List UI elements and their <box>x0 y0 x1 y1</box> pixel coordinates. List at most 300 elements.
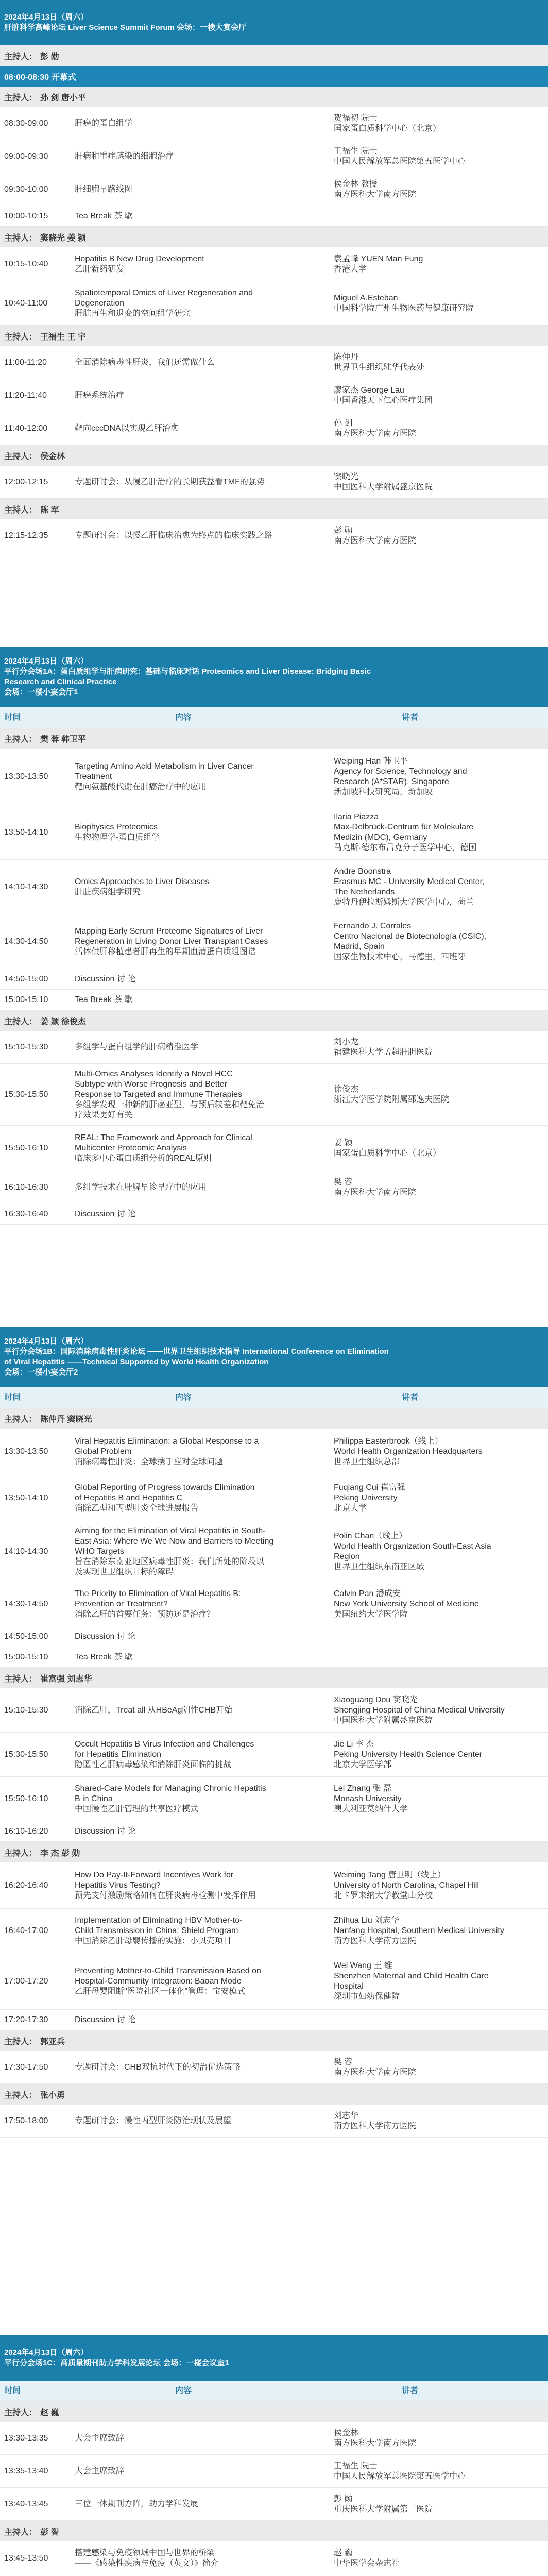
speaker-line: 孙 剑 <box>334 418 353 428</box>
topic-line: 活体供肝移植患者肝再生的早期血清蛋白质组图谱 <box>75 947 256 956</box>
session-time: 08:30-09:00 <box>4 118 48 128</box>
speaker-line: World Health Organization Headquarters <box>334 1447 483 1456</box>
speaker-line: Region <box>334 1552 360 1561</box>
session-time: 14:10-14:30 <box>4 1547 48 1556</box>
moderator-label: 主持人： <box>4 2528 38 2537</box>
section-header <box>0 2335 548 2381</box>
speaker-line: 樊 蓉 <box>334 2057 353 2066</box>
speaker-line: 廖家杰 George Lau <box>334 385 404 395</box>
topic-line: 肝脏疾病组学研究 <box>75 887 141 896</box>
session-time: 14:10-14:30 <box>4 882 48 891</box>
speaker-line: 深圳市妇幼保健院 <box>334 1992 400 2001</box>
topic-line: 多组学发现一种新的肝癌亚型，与预后较差和靶免治 <box>75 1100 265 1109</box>
topic-line: ——《感染性疾病与免疫（英文）》简介 <box>75 2558 219 2568</box>
speaker-line: 美国纽约大学医学院 <box>334 1609 408 1619</box>
column-header <box>0 2381 548 2401</box>
session-time: 14:50-15:00 <box>4 1632 48 1641</box>
session-topic <box>75 412 327 445</box>
speaker-line: Erasmus MC - University Medical Center, <box>334 877 485 886</box>
session-speaker <box>334 1821 545 1841</box>
session-topic <box>75 1582 327 1626</box>
topic-line: REAL: The Framework and Approach for Clinical <box>75 1133 252 1142</box>
topic-line: Preventing Mother-to-Child Transmission Based on <box>75 1966 261 1975</box>
session-speaker <box>334 1862 545 1908</box>
session-speaker <box>334 1031 545 1063</box>
column-header-topic: 内容 <box>175 1393 192 1402</box>
column-header <box>0 1387 548 1408</box>
moderator-row <box>0 445 548 466</box>
session-speaker <box>334 140 545 173</box>
topic-line: 预先支付激励策略如何在肝炎病毒检测中发挥作用 <box>75 1891 256 1900</box>
topic-line: 肝病和重症感染的细胞治疗 <box>75 151 174 161</box>
topic-line: 靶向氨基酸代谢在肝癌治疗中的应用 <box>75 782 207 791</box>
moderator-row <box>0 1842 548 1862</box>
speaker-line: Fernando J. Corrales <box>334 921 412 930</box>
speaker-line: 浙江大学医学院附属邵逸夫医院 <box>334 1095 450 1104</box>
schedule-row <box>0 2455 548 2488</box>
section-header <box>0 0 548 45</box>
session-topic <box>75 1429 327 1475</box>
session-topic <box>75 107 327 140</box>
moderator-names: 陈 军 <box>40 505 59 515</box>
schedule-row <box>0 1429 548 1475</box>
session-topic <box>75 519 327 552</box>
schedule-row <box>0 969 548 990</box>
schedule-row <box>0 1647 548 1668</box>
speaker-line: 鹿特丹伊拉斯姆斯大学医学中心，荷兰 <box>334 897 474 907</box>
schedule-row <box>0 247 548 281</box>
schedule-row <box>0 1031 548 1064</box>
topic-line: Global Reporting of Progress towards Elimination <box>75 1483 255 1492</box>
session-time: 16:10-16:30 <box>4 1182 48 1192</box>
section-title-line: 平行分会场1B：国际消除病毒性肝炎论坛 ——世界卫生组织技术指导 International Conference on Elimination <box>4 1347 389 1356</box>
topic-line: Degeneration <box>75 298 125 308</box>
speaker-line: Medizin (MDC), Germany <box>334 833 427 842</box>
moderator-label: 主持人： <box>4 735 38 744</box>
schedule-row <box>0 1909 548 1953</box>
moderator-label: 主持人： <box>4 2091 38 2100</box>
session-speaker <box>334 860 545 914</box>
column-header-topic: 内容 <box>175 713 192 722</box>
speaker-line: 马克斯·德尔布吕克分子医学中心，德国 <box>334 843 477 852</box>
topic-line: Prevention or Treatment? <box>75 1599 168 1608</box>
speaker-line: 重庆医科大学附属第二医院 <box>334 2504 433 2514</box>
session-time: 13:30-13:50 <box>4 1447 48 1456</box>
session-time: 12:15-12:35 <box>4 531 48 540</box>
speaker-line: Peking University <box>334 1493 398 1502</box>
schedule-row <box>0 749 548 805</box>
schedule-row <box>0 519 548 552</box>
session-time: 11:40-12:00 <box>4 423 48 433</box>
session-topic <box>75 1688 327 1732</box>
session-speaker <box>334 346 545 379</box>
session-speaker <box>334 2541 545 2575</box>
speaker-line: 北京大学医学部 <box>334 1760 392 1769</box>
speaker-line: 新加坡科技研究局，新加坡 <box>334 787 433 796</box>
speaker-line: Wei Wang 王 维 <box>334 1961 392 1970</box>
topic-line: 消除乙型和丙型肝炎全球进展报告 <box>75 1503 199 1513</box>
schedule-row <box>0 173 548 206</box>
topic-line: 大会主席致辞 <box>75 2433 125 2443</box>
speaker-line: Agency for Science, Technology and <box>334 767 467 776</box>
session-time: 09:00-09:30 <box>4 151 48 161</box>
speaker-line: 香港大学 <box>334 264 367 274</box>
session-speaker <box>334 1953 545 2009</box>
moderator-row <box>0 2401 548 2422</box>
session-time: 14:50-15:00 <box>4 974 48 984</box>
speaker-line: 南方医科大学南方医院 <box>334 2438 417 2448</box>
schedule-row <box>0 1475 548 1521</box>
topic-line: B in China <box>75 1794 113 1803</box>
moderator-names: 侯金林 <box>40 452 65 461</box>
speaker-line: Lei Zhang 张 磊 <box>334 1784 392 1793</box>
session-topic <box>75 2105 327 2137</box>
schedule-row <box>0 140 548 173</box>
speaker-line: 世界卫生组织驻华代表处 <box>334 363 425 372</box>
speaker-line: Polin Chan（线上） <box>334 1531 407 1540</box>
topic-line: 多组学与蛋白组学的肝病精准医学 <box>75 1042 199 1052</box>
session-speaker <box>334 1909 545 1953</box>
moderator-label: 主持人： <box>4 2408 38 2417</box>
session-time: 17:00-17:20 <box>4 1976 48 1986</box>
speaker-line: 陈仲丹 <box>334 352 359 362</box>
section-title-line: 平行分会场1A：蛋白质组学与肝病研究：基础与临床对话 Proteomics and Liver Disease: Bridging Basic <box>4 667 371 676</box>
moderator-row <box>0 2521 548 2541</box>
moderator-label: 主持人： <box>4 1849 38 1858</box>
session-topic <box>75 749 327 805</box>
column-header-time: 时间 <box>4 713 21 722</box>
schedule-row <box>0 206 548 227</box>
session-time: 14:30-14:50 <box>4 937 48 946</box>
session-time: 15:50-16:10 <box>4 1143 48 1153</box>
speaker-line: Research (A*STAR), Singapore <box>334 777 449 786</box>
session-topic <box>75 2422 327 2454</box>
session-time: 13:30-13:50 <box>4 772 48 781</box>
column-header-topic: 内容 <box>175 2386 192 2395</box>
speaker-line: 中国香港天下仁心医疗集团 <box>334 396 433 405</box>
session-speaker <box>334 1126 545 1171</box>
topic-line: 大会主席致辞 <box>75 2466 125 2476</box>
speaker-line: 王福生 院士 <box>334 2461 378 2470</box>
session-topic <box>75 1733 327 1776</box>
schedule-row <box>0 2422 548 2455</box>
topic-line: 乙肝新药研发 <box>75 264 125 274</box>
speaker-line: World Health Organization South-East Asia <box>334 1541 491 1551</box>
session-topic <box>75 1126 327 1171</box>
speaker-line: 中国科学院广州生物医药与健康研究院 <box>334 303 474 313</box>
session-speaker <box>334 2422 545 2454</box>
topic-line: Implementation of Eliminating HBV Mother-to- <box>75 1916 243 1925</box>
speaker-line: 赵 巍 <box>334 2548 353 2557</box>
session-topic <box>75 1031 327 1063</box>
session-speaker <box>334 1647 545 1667</box>
speaker-line: 袁孟峰 YUEN Man Fung <box>334 254 423 263</box>
speaker-line: 姜 颖 <box>334 1138 353 1147</box>
speaker-line: 彭 勋 <box>334 2494 353 2503</box>
topic-line: How Do Pay-It-Forward Incentives Work for <box>75 1870 234 1879</box>
speaker-line: 樊 蓉 <box>334 1177 353 1187</box>
session-time: 13:35-13:40 <box>4 2466 48 2476</box>
topic-line: Mapping Early Serum Proteome Signatures of Liver <box>75 926 263 936</box>
moderator-label: 主持人： <box>4 52 38 61</box>
session-topic <box>75 379 327 412</box>
session-speaker <box>334 412 545 445</box>
session-time: 16:10-16:20 <box>4 1826 48 1836</box>
moderator-row <box>0 728 548 749</box>
speaker-line: Xiaoguang Dou 窦晓光 <box>334 1695 418 1704</box>
speaker-line: Madrid, Spain <box>334 942 385 951</box>
session-time: 15:00-15:10 <box>4 995 48 1004</box>
speaker-line: 南方医科大学南方医院 <box>334 190 417 199</box>
topic-line: Discussion 讨 论 <box>75 1632 136 1641</box>
session-topic <box>75 173 327 206</box>
session-speaker <box>334 1171 545 1204</box>
session-time: 15:50-16:10 <box>4 1794 48 1803</box>
session-topic <box>75 1521 327 1582</box>
section-title-line: 平行分会场1C：高质量期刊助力学科发展论坛 会场：一楼会议室1 <box>4 2359 229 2367</box>
speaker-line: 窦晓光 <box>334 472 359 481</box>
column-header-speaker: 讲者 <box>402 1393 419 1402</box>
section-title-line: 肝脏科学高峰论坛 Liver Science Summit Forum 会场：一楼大宴会厅 <box>4 23 247 32</box>
column-header <box>0 707 548 728</box>
schedule-row <box>0 107 548 140</box>
speaker-line: 北京大学 <box>334 1503 367 1513</box>
session-time: 17:50-18:00 <box>4 2116 48 2125</box>
moderator-label: 主持人： <box>4 505 38 515</box>
schedule-row <box>0 1688 548 1733</box>
speaker-line: 福建医科大学孟超肝胆医院 <box>334 1047 433 1057</box>
session-time: 09:30-10:00 <box>4 184 48 194</box>
moderator-names: 李 杰 彭 勋 <box>40 1849 80 1858</box>
session-topic <box>75 2010 327 2030</box>
schedule-row <box>0 1126 548 1171</box>
session-time: 15:10-15:30 <box>4 1042 48 1052</box>
session-speaker <box>334 1204 545 1224</box>
speaker-line: Centro Nacional de Biotecnología (CSIC), <box>334 931 487 941</box>
session-time: 13:45-13:50 <box>4 2553 48 2563</box>
session-time: 14:30-14:50 <box>4 1599 48 1608</box>
speaker-line: 南方医科大学南方医院 <box>334 429 417 438</box>
speaker-line: Monash University <box>334 1794 402 1803</box>
topic-line: Aiming for the Elimination of Viral Hepatitis in South- <box>75 1526 266 1535</box>
moderator-names: 彭 勋 <box>40 52 59 61</box>
session-speaker <box>334 1429 545 1475</box>
topic-line: Treatment <box>75 772 112 781</box>
session-speaker <box>334 206 545 226</box>
column-header-speaker: 讲者 <box>402 2386 419 2395</box>
moderator-names: 王福生 王 宇 <box>40 332 86 342</box>
session-time: 15:10-15:30 <box>4 1705 48 1715</box>
section-title-line: Research and Clinical Practice <box>4 677 117 686</box>
session-speaker <box>334 1582 545 1626</box>
schedule-row <box>0 1733 548 1777</box>
session-speaker <box>334 2488 545 2520</box>
session-topic <box>75 1626 327 1647</box>
session-topic <box>75 914 327 969</box>
moderator-label: 主持人： <box>4 93 38 103</box>
session-speaker <box>334 2051 545 2083</box>
session-speaker <box>334 2010 545 2030</box>
topic-line: Targeting Amino Acid Metabolism in Liver Cancer <box>75 761 254 771</box>
moderator-label: 主持人： <box>4 2037 38 2046</box>
moderator-row <box>0 499 548 519</box>
topic-line: 专题研讨会：以慢乙肝临床治愈为终点的临床实践之路 <box>75 531 273 540</box>
moderator-row <box>0 1408 548 1429</box>
session-topic <box>75 1953 327 2009</box>
session-topic <box>75 1647 327 1667</box>
topic-line: Discussion 讨 论 <box>75 2015 136 2024</box>
speaker-line: 世界卫生组织东南亚区域 <box>334 1562 425 1571</box>
topic-line: Hospital-Community Integration: Baoan Mode <box>75 1976 242 1986</box>
topic-line: 肝细胞早路线图 <box>75 184 133 194</box>
session-topic <box>75 2488 327 2520</box>
session-topic <box>75 1171 327 1204</box>
topic-line: 消除乙肝，Treat all 从HBeAg阴性CHB开始 <box>75 1705 233 1715</box>
topic-line: 旨在消除东南亚地区病毒性肝炎：我们所处的阶段以 <box>75 1557 265 1566</box>
session-speaker <box>334 749 545 805</box>
schedule-row <box>0 1862 548 1909</box>
session-time: 15:30-15:50 <box>4 1090 48 1099</box>
session-speaker <box>334 519 545 552</box>
session-speaker <box>334 969 545 989</box>
speaker-line: Nanfang Hospital, Southern Medical University <box>334 1926 504 1935</box>
topic-line: 中国慢性乙肝管理的共享医疗模式 <box>75 1804 199 1814</box>
schedule-row <box>0 412 548 445</box>
moderator-row <box>0 87 548 107</box>
schedule-row <box>0 379 548 412</box>
topic-line: 多组学技术在肝脾早诊早疗中的应用 <box>75 1182 207 1192</box>
speaker-line: Weiping Han 韩卫平 <box>334 756 408 766</box>
moderator-names: 姜 颖 徐俊杰 <box>40 1017 86 1026</box>
session-speaker <box>334 1521 545 1582</box>
speaker-line: 刘志华 <box>334 2111 359 2120</box>
session-topic <box>75 860 327 914</box>
section-title-line: 会场：一楼小宴会厅2 <box>4 1368 78 1377</box>
speaker-line: 中国医科大学附属盛京医院 <box>334 482 433 492</box>
schedule-row <box>0 2105 548 2138</box>
session-topic <box>75 247 327 281</box>
speaker-line: 彭 勋 <box>334 526 353 535</box>
topic-line: 生物物理学-蛋白质组学 <box>75 833 160 842</box>
session-time: 11:00-11:20 <box>4 358 47 367</box>
speaker-line: 世界卫生组织总部 <box>334 1457 400 1466</box>
session-speaker <box>334 1777 545 1821</box>
schedule-row <box>0 1171 548 1204</box>
topic-line: Viral Hepatitis Elimination: a Global Response to a <box>75 1436 259 1446</box>
schedule-row <box>0 1582 548 1626</box>
topic-line: Multi-Omics Analyses Identify a Novel HCC <box>75 1069 233 1078</box>
speaker-line: 南方医科大学南方医院 <box>334 2067 417 2077</box>
session-time: 16:20-16:40 <box>4 1880 48 1890</box>
topic-line: 疗效果更好有关 <box>75 1110 133 1120</box>
schedule-row <box>0 2010 548 2030</box>
speaker-line: 侯金林 教授 <box>334 179 378 189</box>
session-time: 13:50-14:10 <box>4 1493 48 1502</box>
speaker-line: Shenzhen Maternal and Child Health Care <box>334 1971 489 1980</box>
session-speaker <box>334 379 545 412</box>
session-topic <box>75 1204 327 1224</box>
session-time: 10:40-11:00 <box>4 298 48 308</box>
moderator-label: 主持人： <box>4 1017 38 1026</box>
schedule-row <box>0 1777 548 1821</box>
moderator-names: 郭亚兵 <box>40 2037 65 2046</box>
session-speaker <box>334 107 545 140</box>
speaker-line: 中国人民解放军总医院第五医学中心 <box>334 2471 466 2481</box>
speaker-line: 中国医科大学附属盛京医院 <box>334 1716 433 1725</box>
session-time: 12:00-12:15 <box>4 477 48 486</box>
topic-line: 临床多中心蛋白质组分析的REAL原则 <box>75 1154 212 1163</box>
topic-line: 专题研讨会：从慢乙肝治疗的长期获益看TMF的强势 <box>75 477 265 486</box>
session-time: 13:40-13:45 <box>4 2499 48 2509</box>
topic-line: 三位一体期刊方阵，助力学科发展 <box>75 2499 199 2509</box>
moderator-names: 赵 巍 <box>40 2408 59 2417</box>
topic-line: WHO Targets <box>75 1547 124 1556</box>
speaker-line: Jie Li 李 杰 <box>334 1739 374 1749</box>
session-topic <box>75 1909 327 1953</box>
speaker-line: Ilaria Piazza <box>334 812 379 821</box>
session-speaker <box>334 173 545 206</box>
topic-line: East Asia: Where We We Now and Barriers to Meeting <box>75 1536 274 1546</box>
column-header-speaker: 讲者 <box>402 713 419 722</box>
session-speaker <box>334 914 545 969</box>
schedule-row <box>0 281 548 326</box>
topic-line: Response to Targeted and Immune Therapies <box>75 1090 242 1099</box>
moderator-row <box>0 326 548 346</box>
topic-line: 中国消除乙肝母婴传播的实施：小贝壳项目 <box>75 1936 232 1945</box>
topic-line: Subtype with Worse Prognosis and Better <box>75 1079 227 1089</box>
topic-line: Child Transmission in China: Shield Program <box>75 1926 238 1935</box>
section-title-line: of Viral Hepatitis ——Technical Supported by World Health Organization <box>4 1358 269 1366</box>
topic-line: 专题研讨会：慢性丙型肝炎防治现状及展望 <box>75 2116 232 2125</box>
speaker-line: 澳大利亚莫纳什大学 <box>334 1804 408 1814</box>
topic-line: 肝脏再生和退变的空间组学研究 <box>75 309 191 318</box>
session-time: 13:50-14:10 <box>4 827 48 837</box>
session-topic <box>75 1862 327 1908</box>
session-topic <box>75 140 327 173</box>
schedule-row <box>0 346 548 379</box>
schedule-row <box>0 1521 548 1582</box>
session-topic <box>75 466 327 498</box>
topic-line: 全面消除病毒性肝炎，我们还需做什么 <box>75 358 215 367</box>
topic-line: 乙肝母婴阻断"医院社区一体化"管理：宝安模式 <box>75 1987 246 1996</box>
speaker-line: 国家蛋白质科学中心（北京） <box>334 1148 441 1158</box>
topic-line: Spatiotemporal Omics of Liver Regeneration and <box>75 288 253 297</box>
topic-line: Discussion 讨 论 <box>75 974 136 984</box>
session-time: 11:20-11:40 <box>4 391 47 400</box>
speaker-line: 中华医学会杂志社 <box>334 2558 400 2568</box>
speaker-line: Peking University Health Science Center <box>334 1750 483 1759</box>
topic-line: Hepatitis Virus Testing? <box>75 1880 161 1890</box>
session-topic <box>75 805 327 859</box>
session-speaker <box>334 990 545 1010</box>
moderator-row <box>0 2084 548 2105</box>
speaker-line: Calvin Pan 潘成安 <box>334 1589 401 1598</box>
session-speaker <box>334 2105 545 2137</box>
speaker-line: 刘小龙 <box>334 1037 359 1046</box>
moderator-names: 彭 智 <box>40 2528 59 2537</box>
schedule-row <box>0 2051 548 2084</box>
schedule-row <box>0 466 548 499</box>
moderator-label: 主持人： <box>4 452 38 461</box>
speaker-line: 国家生物技术中心，马德里，西班牙 <box>334 952 466 961</box>
session-topic <box>75 1777 327 1821</box>
speaker-line: 南方医科大学南方医院 <box>334 2121 417 2130</box>
session-time: 16:30-16:40 <box>4 1209 48 1218</box>
schedule-row <box>0 990 548 1010</box>
session-time: 17:20-17:30 <box>4 2015 48 2024</box>
topic-line: Tea Break 茶 歇 <box>75 1652 133 1662</box>
topic-line: 及实现世卫组织目标的障碍 <box>75 1567 174 1577</box>
